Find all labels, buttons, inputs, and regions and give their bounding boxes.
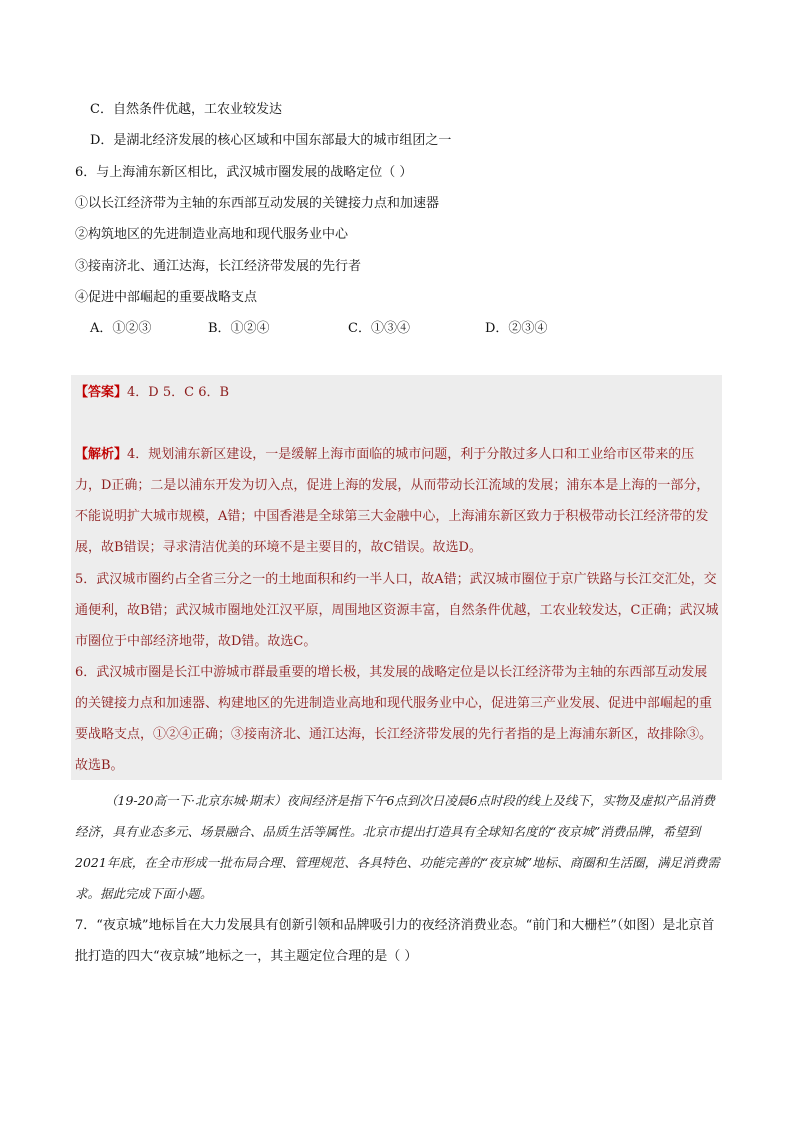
- analysis-5: 5．武汉城市圈约占全省三分之一的土地面积和约一半人口，故A错；武汉城市圈位于京广铁路与长江交汇处，交通便利，故B错；武汉城市圈地处江汉平原，周围地区资源丰富，自然条件优越，工农业较发达，C正确；武汉城市圈位于中部经济地带，故D错。故选C。: [75, 572, 719, 649]
- answer-line: [75, 377, 720, 408]
- question-6-stem: 6．与上海浦东新区相比，武汉城市圈发展的战略定位（ ）: [75, 165, 413, 180]
- analysis-tag: 【解析】: [75, 447, 128, 462]
- q6-choice-d: D．②③④: [485, 321, 548, 336]
- answer-text: 4．D 5．C 6．B: [127, 385, 230, 400]
- passage-intro: （19-20高一下·北京东城·期末）夜间经济是指下午6点到次日凌晨6点时段的线上及线下，实物及虚拟产品消费经济，具有业态多元、场景融合、品质生活等属性。北京市提出打造具有全球知名度的“夜京城”消费品牌，希望到2021年底，在全市形成一批布局合理、管理规范、各具特色、功能完善的“夜京城”地标、商圈和生活圈，满足消费需求。据此完成下面小题。: [75, 793, 720, 901]
- option-d: D．是湖北经济发展的核心区域和中国东部最大的城市组团之一: [90, 133, 452, 148]
- option-c: C．自然条件优越，工农业较发达: [90, 102, 282, 117]
- q6-choice-a: A．①②③: [90, 321, 152, 336]
- q6-item-1: ①以长江经济带为主轴的东西部互动发展的关键接力点和加速器: [75, 196, 440, 211]
- analysis-6: 6．武汉城市圈是长江中游城市群最重要的增长极，其发展的战略定位是以长江经济带为主轴的东西部互动发展的关键接力点和加速器、构建地区的先进制造业高地和现代服务业中心，促进第三产业发展、促进中部崛起的重要战略支点，①②④正确；③接南济北、通江达海，长江经济带发展的先行者指的是上海浦东新区，故排除③。故选B。: [75, 665, 713, 773]
- q6-item-4: ④促进中部崛起的重要战略支点: [75, 290, 258, 305]
- q6-item-2: ②构筑地区的先进制造业高地和现代服务业中心: [75, 227, 349, 242]
- q6-item-3: ③接南济北、通江达海，长江经济带发展的先行者: [75, 259, 362, 274]
- q6-choice-c: C．①③④: [348, 321, 410, 336]
- answer-tag: 【答案】: [75, 385, 128, 400]
- analysis-4: [75, 439, 720, 563]
- q6-choice-b: B．①②④: [208, 321, 270, 336]
- q6-choices: [90, 320, 690, 338]
- analysis-4-text: 4．规划浦东新区建设，一是缓解上海市面临的城市问题，利于分散过多人口和工业给市区带来的压力，D正确；二是以浦东开发为切入点，促进上海的发展，从而带动长江流域的发展；浦东本是上海的一部分，不能说明扩大城市规模，A错；中国香港是全球第三大金融中心，上海浦东新区致力于积极带动长江经济带的发展，故B错误；寻求清洁优美的环境不是主要目的，故C错误。故选D。: [75, 447, 710, 555]
- question-7: 7．“夜京城”地标旨在大力发展具有创新引领和品牌吸引力的夜经济消费业态。“前门和大栅栏”（如图）是北京首批打造的四大“夜京城”地标之一，其主题定位合理的是（ ）: [75, 918, 715, 964]
